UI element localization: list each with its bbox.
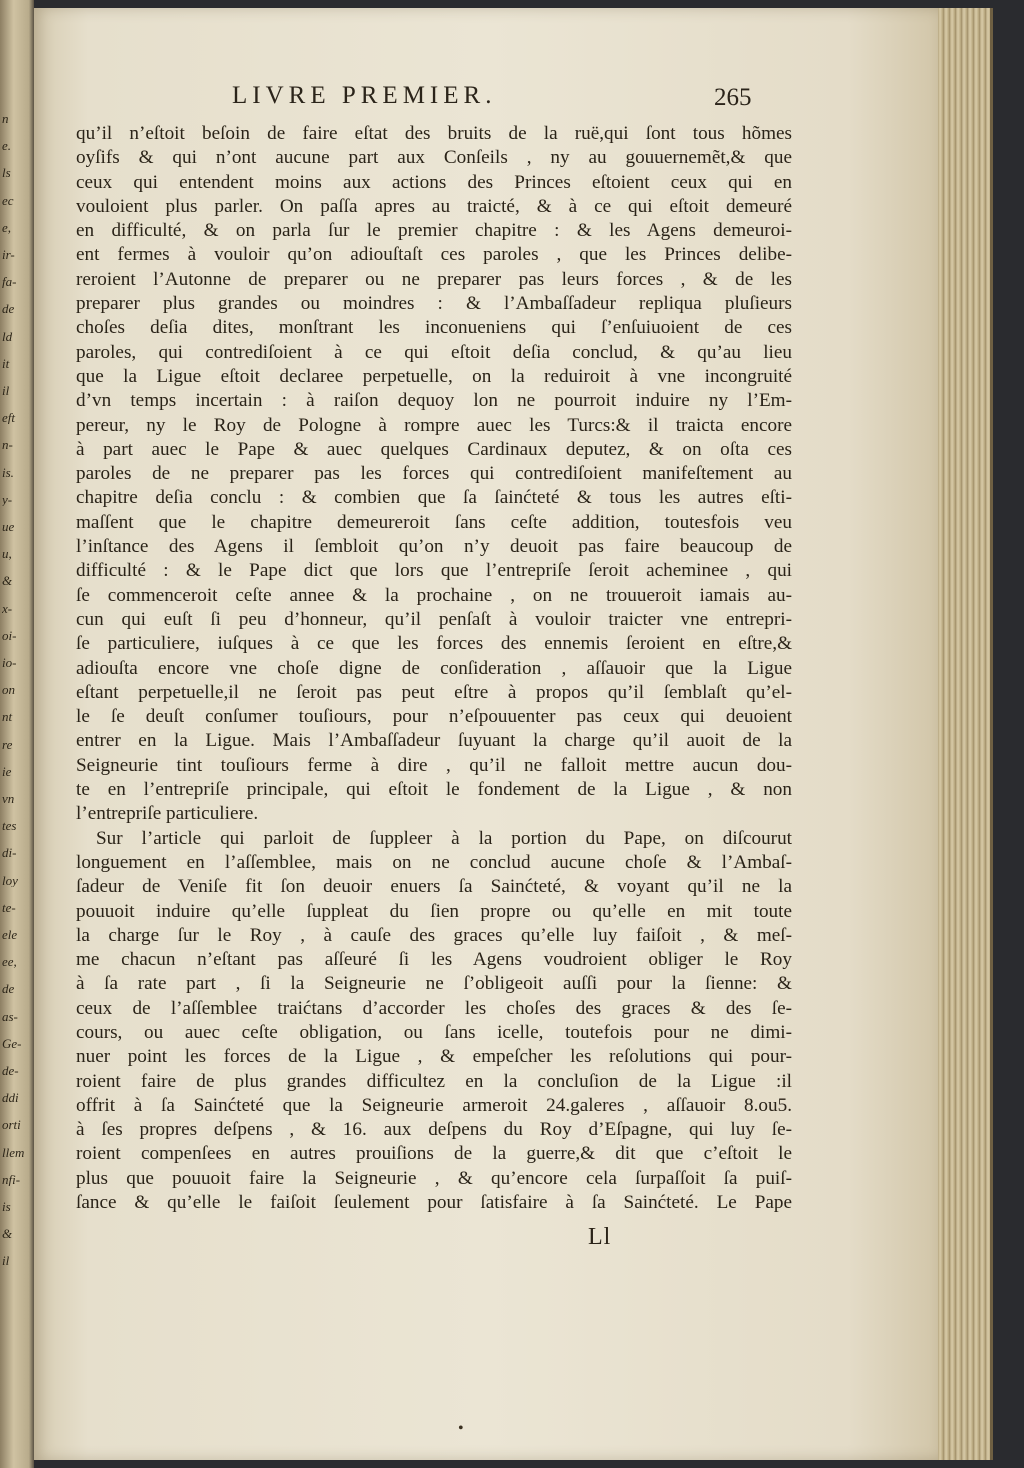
facing-page-fragment: io- xyxy=(2,656,17,669)
facing-page-fragment: e. xyxy=(2,139,12,153)
facing-page-fragment: & xyxy=(2,574,13,588)
text-line: eſtant perpetuelle,il ne ſeroit pas peut eſtre à propos qu’il ſemblaſt qu’el- xyxy=(76,681,792,703)
facing-page-fragment: ddi xyxy=(2,1091,19,1105)
facing-page-fragment: as- xyxy=(2,1009,18,1023)
text-line: à ſes propres deſpens , & 16. aux deſpens du Roy d’Eſpagne, qui luy ſe- xyxy=(76,1119,792,1141)
facing-page-fragment: nt xyxy=(2,710,13,724)
text-line: roient compenſees en autres prouiſions de la guerre,& dit que c’eſtoit le xyxy=(76,1143,792,1165)
text-line: à ſa rate part , ſi la Seigneurie ne ſ’obligeoit auſſi pour la ſienne: & xyxy=(76,973,792,995)
body-text xyxy=(76,122,792,1215)
ink-speck: • xyxy=(458,1420,464,1437)
text-line: entrer en la Ligue. Mais l’Ambaſſadeur ſuyuant la charge qu’il auoit de la xyxy=(76,730,792,752)
text-line: pereur, ny le Roy de Pologne à rompre auec les Turcs:& il traicta encore xyxy=(76,414,792,436)
facing-page-fragment: tes xyxy=(2,819,17,833)
text-line: me chacun n’eſtant pas aſſeuré ſi les Agens voudroient obliger le Roy xyxy=(76,949,792,971)
text-line: paroles, qui contrediſoient à ce qui eſtoit deſia conclud, & qu’au lieu xyxy=(76,341,792,363)
text-line: roient faire de plus grandes difficultez en la concluſion de la Ligue :il xyxy=(76,1070,792,1092)
text-line: nuer point les forces de la Ligue , & empeſcher les reſolutions qui pour- xyxy=(76,1046,792,1068)
facing-page-fragment: loy xyxy=(2,873,18,887)
facing-page-fragment: ee, xyxy=(2,955,17,969)
facing-page-fragment: te- xyxy=(2,900,16,914)
facing-page-fragment: il xyxy=(2,384,10,397)
facing-page-fragment: fa- xyxy=(2,275,17,289)
facing-page-fragment: nfi- xyxy=(2,1172,21,1186)
facing-page-fragment: on xyxy=(2,683,15,697)
facing-page-fragment: ir- xyxy=(2,248,15,261)
facing-page-fragment: re xyxy=(2,737,13,751)
facing-page-fragment: ie xyxy=(2,764,12,778)
text-line: le ſe deuſt conſumer touſiours, pour n’eſpouuenter pas ceux qui deuoient xyxy=(76,706,792,728)
facing-page-fragment: n xyxy=(2,112,9,125)
page-number: 265 xyxy=(714,84,752,111)
running-head: LIVRE PREMIER. xyxy=(232,82,497,109)
text-line: à part auec le Pape & auec quelques Cardinaux deputez, & on oſta ces xyxy=(76,438,792,460)
facing-page-fragment: x- xyxy=(2,601,13,615)
text-line: en difficulté, & on parla ſur le premier chapitre : & les Agens demeuroi- xyxy=(76,220,792,242)
facing-page-fragment: ele xyxy=(2,928,18,941)
facing-page-fragment: ec xyxy=(2,193,14,207)
facing-page-fragment: de xyxy=(2,982,15,996)
text-line: ceux de l’aſſemblee traićtans d’accorder les choſes des graces & des ſe- xyxy=(76,997,792,1019)
facing-page-fragment: e, xyxy=(2,220,12,234)
text-line: chapitre deſia conclu : & combien que ſa ſainćteté & tous les autres eſti- xyxy=(76,487,792,509)
text-line: cun qui euſt ſi peu d’honneur, qu’il penſaſt à vouloir traicter vne entrepri- xyxy=(76,608,792,630)
text-line: cours, ou auec ceſte obligation, ou ſans icelle, toutefois pour ne dimi- xyxy=(76,1021,792,1043)
facing-page-fragment: ld xyxy=(2,329,13,343)
text-line: plus que pouuoit faire la Seigneurie , & qu’encore cela ſurpaſſoit ſa puiſ- xyxy=(76,1167,792,1189)
text-line: la charge ſur le Roy , à cauſe des graces qu’elle luy faiſoit , & meſ- xyxy=(76,924,792,946)
facing-page-fragment: Ge- xyxy=(2,1036,22,1050)
text-line: Sur l’article qui parloit de ſuppleer à la portion du Pape, on diſcourut xyxy=(96,827,792,849)
facing-page-fragment: ue xyxy=(2,520,15,533)
text-line: ſe commenceroit ceſte annee & la prochaine , on ne trouueroit iamais au- xyxy=(76,584,792,606)
text-line: l’entrepriſe particuliere. xyxy=(76,803,259,825)
facing-page-fragment: vn xyxy=(2,792,15,805)
text-line: vouloient plus parler. On paſſa apres au traicté, & à ce qui eſtoit demeuré xyxy=(76,195,792,217)
text-line: adiouſta encore vne choſe digne de conſideration , aſſauoir que la Ligue xyxy=(76,657,792,679)
facing-page-fragment: & xyxy=(2,1227,13,1241)
facing-page-fragment: it xyxy=(2,356,10,370)
text-line: paroles de ne preparer pas les forces qui contrediſoient manifeſtement au xyxy=(76,463,792,485)
facing-page-fragment: n- xyxy=(2,438,13,452)
text-line: l’inſtance des Agens il ſembloit qu’on n’y deuoit pas faire beaucoup de xyxy=(76,536,792,558)
facing-page-fragment: eft xyxy=(2,411,15,425)
facing-page-fragment: u, xyxy=(2,547,12,561)
facing-page-fragment: y- xyxy=(2,492,13,506)
facing-page-fragment: di- xyxy=(2,846,17,860)
text-line: reroient l’Autonne de preparer ou ne preparer pas leurs forces , & de les xyxy=(76,268,792,290)
text-line: ſance & qu’elle le faiſoit ſeulement pour ſatisfaire à ſa Sainćteté. Le Pape xyxy=(76,1192,792,1214)
text-line: pouuoit induire qu’elle ſuppleat du ſien propre ou qu’elle en mit toute xyxy=(76,900,792,922)
facing-page-fragment: ls xyxy=(2,166,11,180)
text-line: ſe particuliere, iuſques à ce que les forces des ennemis ſeroient en eſtre,& xyxy=(76,633,792,655)
text-line: maſſent que le chapitre demeureroit ſans ceſte addition, toutesfois veu xyxy=(76,511,792,533)
text-line: offrit à ſa Sainćteté que la Seigneurie armeroit 24.galeres , aſſauoir 8.ou5. xyxy=(76,1094,792,1116)
text-line: te en l’entrepriſe principale, qui eſtoit le fondement de la Ligue , & non xyxy=(76,779,792,801)
facing-page-fragment: is xyxy=(2,1200,11,1213)
text-line: oyſifs & qui n’ont aucune part aux Conſeils , ny au gouuernemẽt,& que xyxy=(76,147,792,169)
facing-page-fragment: orti xyxy=(2,1118,21,1132)
text-line: ent fermes à vouloir qu’on adiouſtaſt ces paroles , que les Princes delibe- xyxy=(76,244,792,266)
facing-page-fragment: de xyxy=(2,302,15,316)
facing-page-fragment: oi- xyxy=(2,628,17,642)
text-line: qu’il n’eſtoit beſoin de faire eſtat des bruits de la ruë,qui ſont tous hõmes xyxy=(76,123,792,144)
text-line: longuement en l’aſſemblee, mais on ne conclud aucune choſe & l’Ambaſ- xyxy=(76,851,792,873)
signature-mark: Ll xyxy=(588,1224,612,1250)
facing-page-fragment: is. xyxy=(2,465,14,479)
text-line: preparer plus grandes ou moindres : & l’Ambaſſadeur repliqua pluſieurs xyxy=(76,293,792,315)
facing-page-edge xyxy=(0,0,34,1468)
text-line: que la Ligue eſtoit declaree perpetuelle, on la reduiroit à vne incongruité xyxy=(76,365,792,387)
facing-page-fragment: de- xyxy=(2,1064,19,1077)
text-line: choſes deſia dites, monſtrant les inconueniens qui ſ’enſuiuoient de ces xyxy=(76,317,792,339)
page-stack-edge xyxy=(938,8,993,1460)
text-line: Seigneurie tint touſiours ferme à dire , qu’il ne falloit mettre aucun dou- xyxy=(76,754,792,776)
text-line: d’vn temps incertain : à raiſon dequoy lon ne pourroit induire ny l’Em- xyxy=(76,390,792,412)
text-line: difficulté : & le Pape dict que lors que l’entrepriſe ſeroit acheminee , qui xyxy=(76,560,792,582)
text-line: ceux qui entendent moins aux actions des Princes eſtoient ceux qui en xyxy=(76,171,792,193)
facing-page-fragment: il xyxy=(2,1254,10,1268)
facing-page-fragment: llem xyxy=(2,1145,25,1159)
text-line: ſadeur de Veniſe fit ſon deuoir enuers ſa Sainćteté, & voyant qu’il ne la xyxy=(76,876,792,898)
